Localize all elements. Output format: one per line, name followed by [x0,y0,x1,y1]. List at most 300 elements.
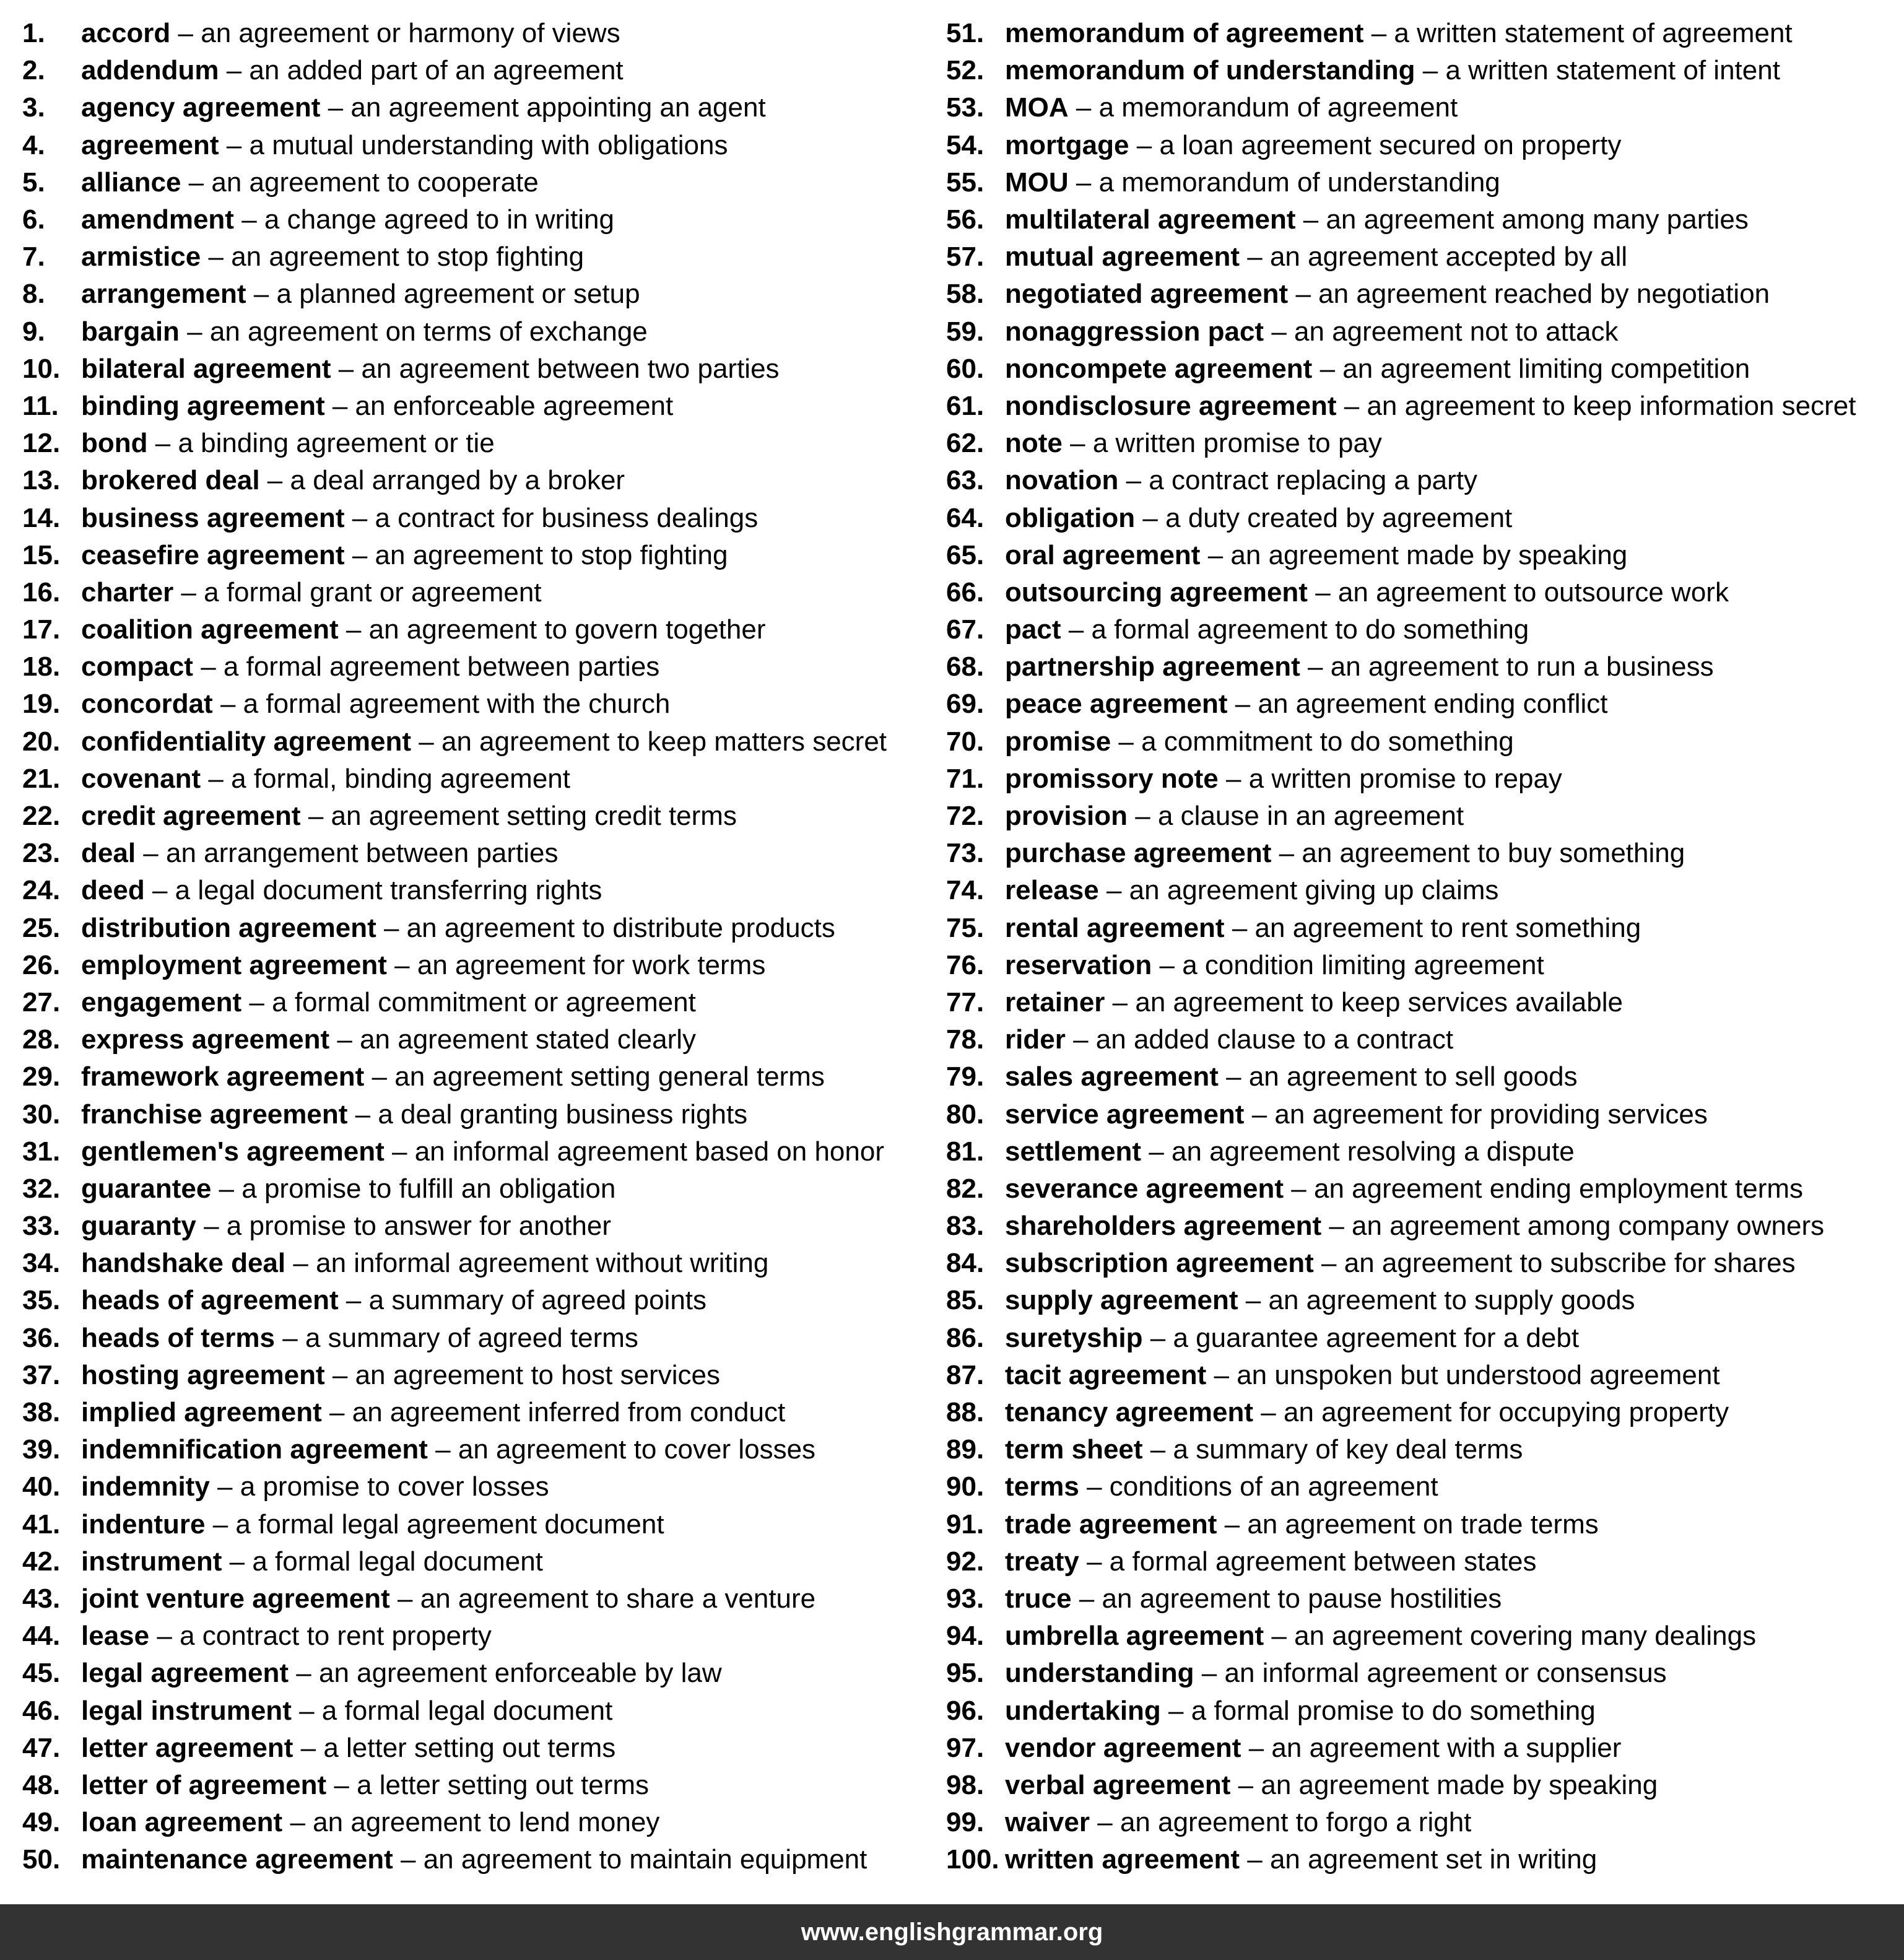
item-definition: an agreement to share a venture [420,1583,816,1614]
item-term: indenture [81,1509,206,1540]
item-term: truce [1005,1583,1072,1614]
item-dash: – [226,55,242,86]
item-term: mutual agreement [1005,242,1240,272]
item-term: joint venture agreement [81,1583,390,1614]
item-definition: an agreement to keep matters secret [441,726,887,757]
item-definition: an agreement made by speaking [1230,539,1628,570]
item-definition: an agreement for occupying property [1284,1397,1729,1428]
item-number: 53. [946,92,985,123]
item-definition: a letter setting out terms [357,1769,650,1800]
item-term: release [1005,875,1099,906]
item-dash: – [1261,1397,1276,1428]
item-dash: – [400,1844,416,1875]
item-dash: – [178,18,194,49]
item-dash: – [1248,1732,1264,1763]
item-number: 91. [946,1509,985,1540]
item-definition: a summary of agreed points [368,1285,707,1316]
item-term: gentlemen's agreement [81,1136,385,1167]
item-dash: – [1087,1471,1102,1502]
item-number: 39. [22,1434,61,1465]
item-number: 77. [946,987,985,1017]
item-definition: a written statement of intent [1445,55,1780,86]
item-dash: – [383,912,399,943]
item-dash: – [1126,465,1142,496]
item-number: 31. [22,1136,61,1167]
item-dash: – [1076,92,1092,123]
list-item [946,1618,1893,1655]
item-number: 29. [22,1061,61,1092]
item-dash: – [1207,539,1224,570]
list-item [946,835,1893,872]
item-dash: – [282,1322,298,1353]
item-definition: an agreement to stop fighting [231,242,585,272]
list-item [22,984,932,1021]
list-item [946,648,1893,686]
item-term: binding agreement [81,390,325,421]
item-term: outsourcing agreement [1005,577,1308,608]
item-number: 79. [946,1061,985,1092]
list-item [946,1058,1893,1095]
item-term: letter agreement [81,1732,293,1763]
item-definition: a formal agreement to do something [1091,614,1529,645]
list-item [946,127,1893,164]
list-item [946,1394,1893,1431]
list-item [22,1730,932,1767]
list-item [946,1021,1893,1058]
item-definition: a promise to cover losses [240,1471,549,1502]
item-term: agreement [81,129,219,160]
item-term: umbrella agreement [1005,1621,1264,1652]
item-dash: – [1247,242,1263,272]
item-dash: – [1251,1099,1267,1130]
item-definition: an informal agreement based on honor [414,1136,884,1167]
item-definition: an agreement reached by negotiation [1318,279,1770,310]
item-dash: – [296,1658,311,1689]
item-term: deal [81,838,136,869]
item-term: alliance [81,167,181,198]
item-number: 55. [946,167,985,198]
item-number: 14. [22,502,61,533]
item-dash: – [1224,1509,1240,1540]
item-term: letter of agreement [81,1769,327,1800]
item-number: 58. [946,279,985,310]
item-dash: – [355,1099,371,1130]
list-item [946,1506,1893,1543]
item-dash: – [1076,167,1092,198]
item-term: retainer [1005,987,1105,1017]
item-term: express agreement [81,1024,330,1055]
item-term: deed [81,875,145,906]
item-dash: – [1247,1844,1263,1875]
item-term: promissory note [1005,763,1219,794]
item-dash: – [329,1397,345,1428]
item-term: tacit agreement [1005,1359,1207,1390]
item-term: partnership agreement [1005,651,1300,682]
list-item [946,201,1893,238]
item-number: 70. [946,726,985,757]
item-definition: an informal agreement without writing [316,1248,769,1279]
item-definition: an agreement to govern together [368,614,766,645]
list-item [946,1431,1893,1468]
item-number: 66. [946,577,985,608]
list-item [22,425,932,462]
item-number: 63. [946,465,985,496]
list-item [946,276,1893,313]
item-term: suretyship [1005,1322,1143,1353]
item-term: undertaking [1005,1695,1161,1726]
item-term: addendum [81,55,219,86]
item-dash: – [152,875,168,906]
item-number: 81. [946,1136,985,1167]
item-number: 98. [946,1769,985,1800]
item-number: 82. [946,1173,985,1204]
item-term: obligation [1005,502,1136,533]
item-definition: an added part of an agreement [249,55,624,86]
list-item [22,1394,932,1431]
item-number: 78. [946,1024,985,1055]
item-number: 75. [946,912,985,943]
item-number: 11. [22,390,59,421]
item-definition: an agreement stated clearly [360,1024,697,1055]
item-dash: – [372,1061,388,1092]
item-number: 13. [22,465,61,496]
item-definition: a guarantee agreement for a debt [1173,1322,1580,1353]
list-item [22,1320,932,1357]
item-number: 20. [22,726,61,757]
item-dash: – [419,726,434,757]
item-number: 16. [22,577,61,608]
item-number: 48. [22,1769,61,1800]
item-definition: a legal document transferring rights [175,875,602,906]
list-item [22,276,932,313]
item-dash: – [1073,1024,1089,1055]
list-item [22,798,932,835]
item-definition: an agreement for work terms [417,949,766,980]
list-item [946,1580,1893,1618]
item-definition: an agreement setting general terms [394,1061,825,1092]
item-dash: – [1279,838,1295,869]
list-item [22,611,932,648]
item-term: MOA [1005,92,1069,123]
item-term: business agreement [81,502,345,533]
item-dash: – [1150,1434,1166,1465]
item-definition: an agreement to subscribe for shares [1344,1248,1796,1279]
item-dash: – [181,577,196,608]
item-dash: – [1235,689,1251,720]
item-dash: – [332,390,348,421]
item-number: 35. [22,1285,61,1316]
list-item [946,686,1893,723]
item-definition: an agreement between two parties [361,353,780,384]
item-definition: an agreement to sell goods [1248,1061,1578,1092]
item-number: 57. [946,242,985,272]
list-item [946,15,1893,52]
list-item [946,1282,1893,1319]
item-definition: an agreement to forgo a right [1119,1807,1472,1838]
item-number: 96. [946,1695,985,1726]
item-term: understanding [1005,1658,1194,1689]
item-number: 94. [946,1621,985,1652]
item-dash: – [208,242,224,272]
list-item [22,1655,932,1692]
item-term: severance agreement [1005,1173,1284,1204]
item-number: 22. [22,801,61,832]
item-number: 64. [946,502,985,533]
item-definition: an informal agreement or consensus [1224,1658,1667,1689]
list-item [946,462,1893,499]
item-number: 7. [22,242,45,272]
item-number: 61. [946,390,985,421]
item-definition: a formal commitment or agreement [272,987,696,1017]
item-number: 59. [946,316,985,347]
item-definition: a commitment to do something [1141,726,1514,757]
item-definition: an agreement resolving a dispute [1172,1136,1575,1167]
item-term: accord [81,18,171,49]
list-item [946,388,1893,425]
item-number: 93. [946,1583,985,1614]
list-item [22,462,932,499]
item-definition: an agreement to keep services available [1135,987,1623,1017]
item-dash: – [208,763,224,794]
list-item [22,388,932,425]
item-number: 68. [946,651,985,682]
item-term: oral agreement [1005,539,1201,570]
item-definition: an agreement accepted by all [1269,242,1628,272]
item-dash: – [435,1434,451,1465]
item-number: 43. [22,1583,61,1614]
item-number: 71. [946,763,985,794]
list-item [946,872,1893,909]
list-item [946,1208,1893,1245]
item-term: sales agreement [1005,1061,1219,1092]
item-term: verbal agreement [1005,1769,1231,1800]
item-term: settlement [1005,1136,1142,1167]
item-number: 97. [946,1732,985,1763]
item-definition: a written promise to pay [1092,428,1382,459]
list-item [22,686,932,723]
item-definition: an agreement ending employment terms [1314,1173,1803,1204]
item-term: vendor agreement [1005,1732,1241,1763]
item-number: 84. [946,1248,985,1279]
item-definition: a mutual understanding with obligations [249,129,728,160]
item-number: 30. [22,1099,61,1130]
item-number: 1. [22,18,45,49]
item-term: reservation [1005,949,1152,980]
item-number: 9. [22,316,45,347]
item-number: 36. [22,1322,61,1353]
item-definition: an agreement among company owners [1352,1211,1825,1242]
item-term: trade agreement [1005,1509,1217,1540]
item-dash: – [1150,1322,1166,1353]
item-dash: – [332,1359,348,1390]
item-definition: a planned agreement or setup [276,279,640,310]
list-item [22,1841,932,1878]
item-definition: an agreement inferred from conduct [352,1397,786,1428]
item-number: 74. [946,875,985,906]
list-item [946,798,1893,835]
list-item [22,1095,932,1133]
item-number: 6. [22,204,45,235]
item-dash: – [1225,763,1241,794]
list-item [22,1245,932,1282]
item-number: 54. [946,129,985,160]
item-number: 24. [22,875,61,906]
item-definition: a clause in an agreement [1157,801,1464,832]
item-dash: – [155,428,171,459]
list-item [946,1133,1893,1170]
word-list-column-left [22,15,932,1878]
item-number: 33. [22,1211,61,1242]
item-number: 19. [22,689,61,720]
item-number: 45. [22,1658,61,1689]
item-term: rental agreement [1005,912,1225,943]
item-term: armistice [81,242,201,272]
item-dash: – [1329,1211,1344,1242]
item-definition: an agreement on terms of exchange [209,316,648,347]
item-number: 69. [946,689,985,720]
list-item [22,1208,932,1245]
item-term: lease [81,1621,150,1652]
item-definition: an agreement to stop fighting [375,539,728,570]
list-item [946,1357,1893,1394]
item-number: 47. [22,1732,61,1763]
item-dash: – [337,1024,352,1055]
list-item [22,52,932,89]
item-dash: – [1319,353,1336,384]
list-item [22,1058,932,1095]
item-term: agency agreement [81,92,321,123]
item-number: 99. [946,1807,985,1838]
item-dash: – [1295,279,1311,310]
item-definition: a change agreed to in writing [264,204,614,235]
item-number: 4. [22,129,45,160]
item-term: indemnity [81,1471,210,1502]
item-term: supply agreement [1005,1285,1238,1316]
item-number: 50. [22,1844,61,1875]
item-dash: – [1303,204,1319,235]
item-term: framework agreement [81,1061,365,1092]
item-term: compact [81,651,193,682]
item-definition: a letter setting out terms [323,1732,616,1763]
item-term: purchase agreement [1005,838,1272,869]
item-definition: a memorandum of agreement [1098,92,1458,123]
item-number: 34. [22,1248,61,1279]
list-item [946,910,1893,947]
item-definition: an agreement not to attack [1294,316,1619,347]
item-dash: – [1226,1061,1241,1092]
list-item [946,723,1893,760]
list-item [946,537,1893,574]
item-term: noncompete agreement [1005,353,1313,384]
item-definition: an agreement or harmony of views [201,18,620,49]
item-term: note [1005,428,1063,459]
item-number: 85. [946,1285,985,1316]
item-dash: – [1245,1285,1261,1316]
item-dash: – [1118,726,1134,757]
item-number: 76. [946,949,985,980]
item-term: engagement [81,987,242,1017]
list-item [946,1543,1893,1580]
item-dash: – [346,614,362,645]
item-definition: an agreement to outsource work [1337,577,1729,608]
item-dash: – [219,1173,235,1204]
item-dash: – [293,1248,308,1279]
item-definition: conditions of an agreement [1109,1471,1438,1502]
list-item [946,1730,1893,1767]
item-dash: – [1136,129,1152,160]
item-dash: – [188,167,204,198]
item-dash: – [267,465,283,496]
item-number: 5. [22,167,45,198]
item-term: heads of agreement [81,1285,339,1316]
item-term: franchise agreement [81,1099,348,1130]
item-dash: – [226,129,242,160]
list-item [22,238,932,276]
item-term: coalition agreement [81,614,339,645]
item-definition: a formal legal document [252,1546,543,1577]
item-term: treaty [1005,1546,1079,1577]
item-dash: – [1168,1695,1184,1726]
list-item [946,351,1893,388]
list-item [22,164,932,201]
item-definition: an agreement setting credit terms [331,801,737,832]
item-definition: an agreement set in writing [1269,1844,1598,1875]
item-number: 40. [22,1471,61,1502]
item-number: 65. [946,539,985,570]
list-item [22,1618,932,1655]
item-dash: – [220,689,236,720]
item-definition: a contract for business dealings [375,502,759,533]
list-item [946,89,1893,126]
item-definition: a formal agreement between parties [223,651,660,682]
item-dash: – [143,838,159,869]
item-number: 100. [946,1844,999,1875]
item-definition: an agreement to distribute products [406,912,835,943]
item-dash: – [1214,1359,1229,1390]
item-definition: an agreement limiting competition [1342,353,1750,384]
item-definition: a duty created by agreement [1165,502,1513,533]
item-number: 46. [22,1695,61,1726]
item-number: 27. [22,987,61,1017]
item-dash: – [1422,55,1438,86]
item-definition: an agreement to keep information secret [1367,390,1856,421]
item-definition: a formal agreement between states [1109,1546,1537,1577]
list-item [946,1095,1893,1133]
item-dash: – [391,1136,407,1167]
item-dash: – [1201,1658,1217,1689]
item-term: bilateral agreement [81,353,331,384]
item-number: 3. [22,92,45,123]
list-item [946,1320,1893,1357]
item-term: guarantee [81,1173,212,1204]
item-definition: an agreement covering many dealings [1294,1621,1757,1652]
item-term: loan agreement [81,1807,283,1838]
item-dash: – [1271,1621,1287,1652]
list-item [22,1767,932,1804]
item-term: brokered deal [81,465,260,496]
list-item [22,351,932,388]
item-dash: – [300,1732,316,1763]
item-dash: – [352,502,368,533]
word-list-column-right [946,15,1893,1878]
list-item [946,499,1893,536]
list-item [22,1021,932,1058]
item-definition: a written promise to repay [1248,763,1562,794]
item-number: 28. [22,1024,61,1055]
item-term: credit agreement [81,801,301,832]
list-item [22,947,932,984]
item-definition: a loan agreement secured on property [1159,129,1622,160]
